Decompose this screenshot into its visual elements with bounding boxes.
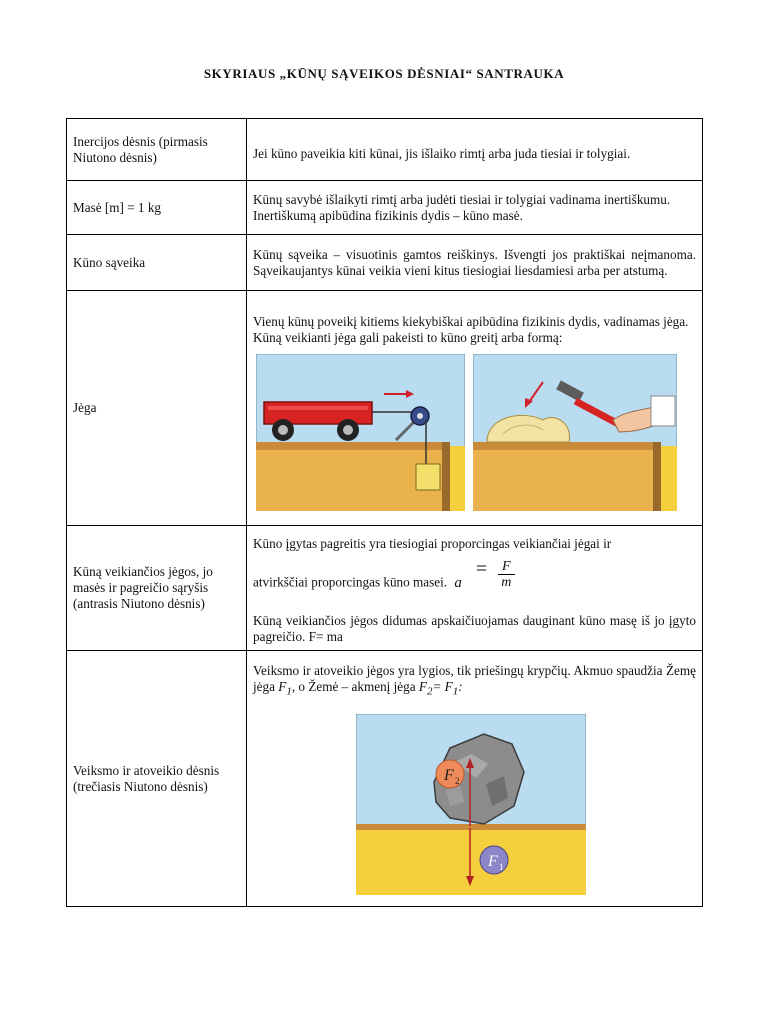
newton-second-formula (452, 558, 515, 599)
formula-a: a (454, 575, 462, 591)
table-row (67, 291, 703, 526)
formula-denominator: m (501, 574, 512, 590)
force-f2-symbol: $F_2=$ (418, 679, 442, 698)
definition-text: Kūnų sąveika – visuotinis gamtos reiškinys. Išvengti jos praktiškai neįmanoma. Sąveikaujantys kūnai veikia vieni kitus tiesiogiai liesdamiesi arba per atstumą. (253, 246, 696, 278)
definition-cell (247, 651, 703, 907)
table-row (67, 651, 703, 907)
force-f1-symbol: $F_1$, (278, 679, 296, 698)
term-cell: Kūno sąveika (67, 235, 247, 291)
definition-formula-line (253, 558, 696, 599)
definition-text: o Žemė – akmenį jėga (298, 679, 416, 695)
page-title: SKYRIAUS „KŪNŲ SĄVEIKOS DĖSNIAI“ SANTRAUKA (203, 66, 565, 81)
force-illustrations (253, 354, 696, 511)
force-f1-symbol: $F_1$: (444, 679, 463, 698)
term-cell: Jėga (67, 291, 247, 526)
formula-numerator: F (498, 559, 515, 575)
definition-text: Veiksmo ir atoveikio jėgos yra lygios, tik priešingų krypčių. Akmuo spaudžia Žemę jėga (253, 663, 696, 695)
term-cell: Inercijos dėsnis (pirmasis Niutono dėsnis) (67, 119, 247, 181)
hammer-dough-illustration (473, 354, 677, 511)
rock-earth-illustration (356, 714, 586, 895)
definition-text: Kūno įgytas pagreitis yra tiesiogiai proporcingas veikiančiai jėgai ir (253, 535, 612, 551)
rock-f1-label: F (488, 852, 498, 870)
rock-illustration-wrap (356, 714, 696, 899)
definition-text: atvirkščiai proporcingas kūno masei. (253, 574, 448, 590)
table-row (67, 119, 703, 181)
definition-text: Inertiškumą apibūdina fizikinis dydis – kūno masė. (253, 207, 523, 223)
formula-equals: = (475, 558, 488, 580)
term-cell: Kūną veikiančios jėgos, jo masės ir pagreičio sąryšis (antrasis Niutono dėsnis) (67, 526, 247, 651)
rock-f1-sub: 1 (499, 861, 504, 872)
formula-fraction (497, 559, 515, 590)
definition-cell (247, 526, 703, 651)
summary-table (66, 118, 703, 907)
definition-text: Vienų kūnų poveikį kitiems kiekybiškai apibūdina fizikinis dydis, vadinamas jėga. (253, 314, 689, 329)
definition-text (253, 663, 696, 700)
definition-cell (247, 235, 703, 291)
term-cell: Masė [m] = 1 kg (67, 181, 247, 235)
wagon-pulley-illustration (256, 354, 465, 511)
rock-f2-sub: 2 (455, 775, 460, 786)
definition-cell (247, 291, 703, 526)
definition-cell (247, 181, 703, 235)
definition-text: Jei kūno paveikia kiti kūnai, jis išlaiko rimtį arba juda tiesiai ir tolygiai. (253, 145, 631, 161)
table-row (67, 235, 703, 291)
definition-text: Kūnų savybė išlaikyti rimtį arba judėti tiesiai ir tolygiai vadinama inertiškumu. (253, 191, 671, 207)
definition-text: Kūną veikiančios jėgos didumas apskaičiuojamas dauginant kūno masę iš jo įgyto pagreičio. F= ma (253, 612, 696, 644)
rock-f2-label: F (444, 766, 454, 784)
term-cell: Veiksmo ir atoveikio dėsnis (trečiasis Niutono dėsnis) (67, 651, 247, 907)
table-row (67, 526, 703, 651)
definition-text: Kūną veikianti jėga gali pakeisti to kūno greitį arba formą: (253, 330, 563, 345)
table-row (67, 181, 703, 235)
definition-cell (247, 119, 703, 181)
